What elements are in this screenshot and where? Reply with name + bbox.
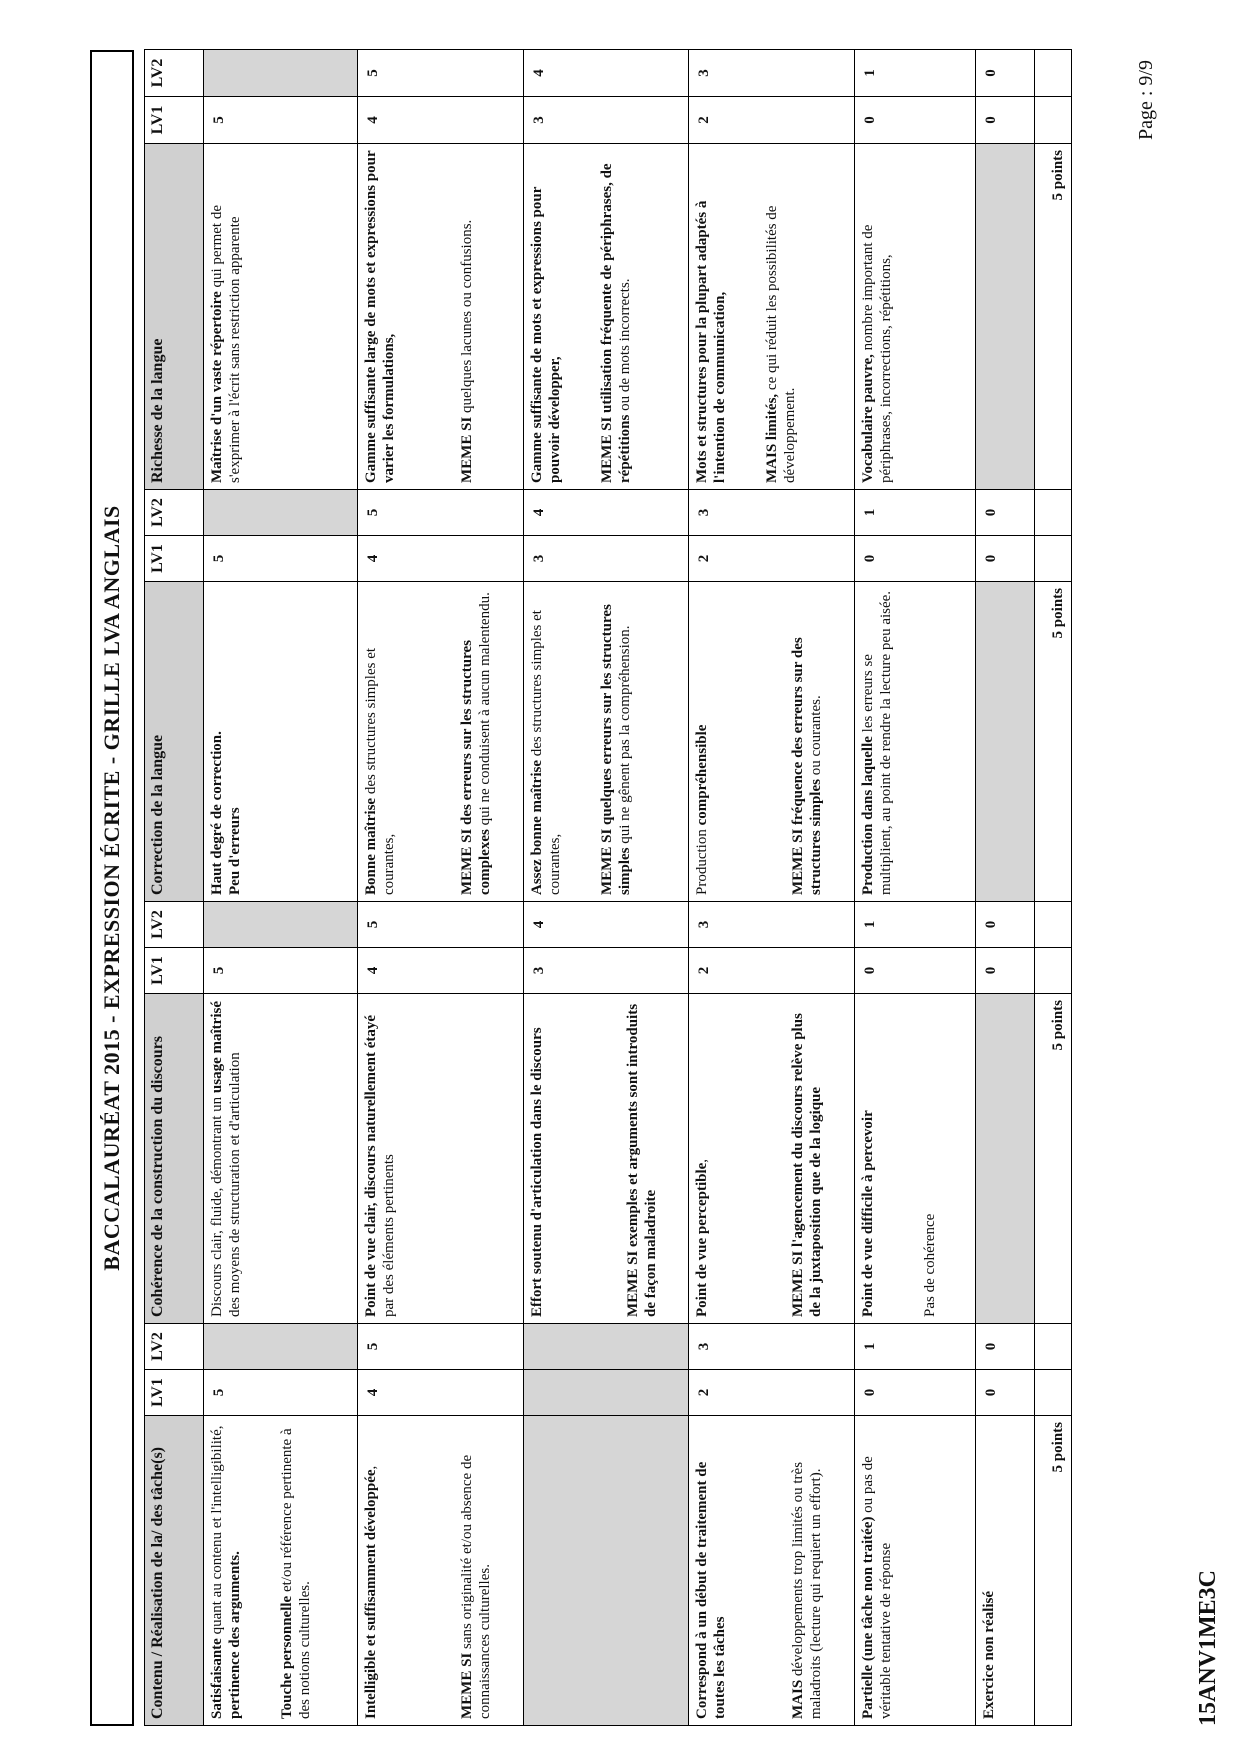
score-lv2: 4 — [523, 490, 689, 536]
table-row — [523, 50, 689, 1726]
score-lv2: 5 — [357, 50, 523, 97]
score-lv1: 3 — [523, 536, 689, 582]
score-lv2: 4 — [523, 902, 689, 948]
score-lv2: 0 — [975, 1324, 1034, 1370]
score-lv1: 3 — [523, 97, 689, 144]
score-lv1: 0 — [975, 536, 1034, 582]
cell-text: Haut degré de correction. — [209, 731, 226, 895]
score-lv1: 5 — [204, 1370, 357, 1416]
points-total: 5 points — [1035, 994, 1072, 1324]
cell-text: MAIS limités, — [764, 393, 781, 483]
richesse-cell — [689, 144, 855, 490]
coherence-cell-empty — [975, 994, 1034, 1324]
cell-text: par des éléments pertinents — [380, 1154, 397, 1317]
score-lv1: 4 — [357, 1370, 523, 1416]
score-lv2: 1 — [855, 490, 976, 536]
contenu-cell — [855, 1416, 976, 1726]
cell-text: Correspond à un début de traitement de toutes les tâches — [694, 1461, 729, 1719]
cell-text: MEME SI quelques erreurs sur les structures simples — [598, 604, 633, 895]
score-lv1: 2 — [689, 97, 855, 144]
score-lv2: 5 — [357, 490, 523, 536]
correction-cell-empty — [975, 582, 1034, 902]
correction-cell — [357, 582, 523, 902]
score-lv1: 4 — [357, 948, 523, 994]
empty-cell — [1035, 948, 1072, 994]
header-correction: Correction de la langue — [145, 582, 204, 902]
correction-cell — [204, 582, 357, 902]
page-title: BACCALAURÉAT 2015 - EXPRESSION ÉCRITE - GRILLE LVA ANGLAIS — [90, 50, 134, 1726]
cell-text: Satisfaisante — [209, 1638, 226, 1719]
cell-text: pertinence des arguments. — [227, 1551, 244, 1719]
header-lv2: LV2 — [145, 1324, 204, 1370]
score-lv2: 0 — [975, 50, 1034, 97]
table-row — [357, 50, 523, 1726]
score-lv2: 0 — [975, 490, 1034, 536]
empty-cell — [1035, 1324, 1072, 1370]
header-row — [145, 50, 204, 1726]
cell-text: des structures simples et courantes, — [362, 647, 397, 895]
header-richesse: Richesse de la langue — [145, 144, 204, 490]
header-lv2: LV2 — [145, 902, 204, 948]
cell-text: Point de vue perceptible — [694, 1162, 711, 1317]
score-lv1: 0 — [975, 97, 1034, 144]
header-coherence: Cohérence de la construction du discours — [145, 994, 204, 1324]
cell-text: nombre important de périphrases, incorrections, répétitions, — [860, 224, 895, 483]
cell-text: MEME SI des erreurs sur les structures complexes — [458, 640, 493, 895]
cell-text: Intelligible et suffisamment développée — [362, 1469, 379, 1719]
cell-text: Touche personnelle — [279, 1595, 296, 1719]
score-lv2 — [204, 490, 357, 536]
cell-text: ou pas de véritable tentative de réponse — [860, 1456, 895, 1719]
score-lv1: 5 — [204, 97, 357, 144]
empty-cell — [1035, 50, 1072, 97]
cell-text: et/ou référence pertinente à des notions culturelles. — [279, 1428, 314, 1719]
cell-text: , — [362, 1465, 379, 1470]
score-lv2 — [523, 1324, 689, 1370]
cell-text: MAIS — [790, 1679, 807, 1719]
cell-text: quant au contenu et l'intelligibilité, — [209, 1425, 226, 1639]
correction-cell — [523, 582, 689, 902]
score-lv1: 0 — [855, 948, 976, 994]
cell-text: MEME SI l'agencement du discours relève plus de la juxtaposition que de la logique — [790, 1013, 825, 1317]
score-lv2: 3 — [689, 490, 855, 536]
cell-text: quelques lacunes ou confusions. — [458, 219, 475, 417]
cell-text: Effort soutenu d'articulation dans le discours — [528, 1027, 545, 1317]
totals-row — [1035, 50, 1072, 1726]
score-lv2: 3 — [689, 1324, 855, 1370]
richesse-cell-empty — [975, 144, 1034, 490]
richesse-cell — [357, 144, 523, 490]
cell-text: ou de mots incorrects. — [616, 278, 633, 415]
score-lv2: 1 — [855, 50, 976, 97]
cell-text: Maîtrise d'un vaste répertoire — [209, 291, 226, 483]
coherence-cell — [523, 994, 689, 1324]
contenu-cell — [689, 1416, 855, 1726]
empty-cell — [1035, 490, 1072, 536]
contenu-cell — [975, 1416, 1034, 1726]
coherence-cell — [689, 994, 855, 1324]
correction-cell — [855, 582, 976, 902]
cell-text: MEME SI exemples et arguments sont introduits de façon maladroite — [624, 1003, 659, 1317]
richesse-cell — [855, 144, 976, 490]
score-lv1: 0 — [975, 948, 1034, 994]
document-code: 15ANV1ME3C — [1195, 1570, 1221, 1726]
score-lv2: 3 — [689, 50, 855, 97]
points-total: 5 points — [1035, 144, 1072, 490]
richesse-cell — [204, 144, 357, 490]
contenu-cell — [357, 1416, 523, 1726]
richesse-cell — [523, 144, 689, 490]
cell-text: qui permet de s'exprimer à l'écrit sans restriction apparente — [209, 205, 244, 483]
score-lv1: 4 — [357, 536, 523, 582]
cell-text: Production — [694, 825, 711, 895]
header-lv1: LV1 — [145, 948, 204, 994]
cell-text: compréhensible — [694, 724, 711, 826]
score-lv2 — [204, 1324, 357, 1370]
cell-text: , — [694, 1158, 711, 1163]
cell-text: usage maîtrisé — [209, 1000, 226, 1094]
cell-text: Discours clair, fluide, démontrant un — [209, 1093, 226, 1317]
score-lv2: 0 — [975, 902, 1034, 948]
score-lv1: 0 — [855, 536, 976, 582]
cell-text: Point de vue clair, discours naturellement étayé — [362, 1014, 379, 1317]
header-lv2: LV2 — [145, 50, 204, 97]
header-lv1: LV1 — [145, 1370, 204, 1416]
cell-text: ce qui réduit les possibilités de développement. — [764, 205, 799, 483]
cell-text: Vocabulaire pauvre, — [860, 354, 877, 483]
grading-grid — [144, 49, 1072, 1726]
page-number: Page : 9/9 — [1135, 60, 1157, 140]
cell-text: Peu d'erreurs — [227, 807, 244, 895]
cell-text: Assez bonne maîtrise — [528, 760, 545, 895]
header-lv2: LV2 — [145, 490, 204, 536]
table-row — [855, 50, 976, 1726]
cell-text: Gamme suffisante large de mots et expressions pour varier les formulations, — [362, 150, 397, 483]
table-row — [689, 50, 855, 1726]
points-total: 5 points — [1035, 1416, 1072, 1726]
empty-cell — [1035, 536, 1072, 582]
cell-text: les erreurs se multiplient, au point de rendre la lecture peu aisée. — [860, 590, 895, 895]
cell-text: développements trop limités ou très maladroits (lecture qui requiert un effort). — [790, 1461, 825, 1719]
score-lv1 — [523, 1370, 689, 1416]
table-row — [204, 50, 357, 1726]
empty-cell — [1035, 1370, 1072, 1416]
empty-cell — [1035, 902, 1072, 948]
score-lv1: 0 — [855, 1370, 976, 1416]
coherence-cell — [357, 994, 523, 1324]
cell-text: qui ne gênent pas la compréhension. — [616, 625, 633, 848]
score-lv1: 2 — [689, 1370, 855, 1416]
table-row — [975, 50, 1034, 1726]
score-lv1: 5 — [204, 536, 357, 582]
contenu-cell-empty — [523, 1416, 689, 1726]
cell-text: des structures simples et courantes, — [528, 610, 563, 895]
cell-text: Bonne maîtrise — [362, 797, 379, 895]
score-lv2: 5 — [357, 1324, 523, 1370]
cell-text: sans originalité et/ou absence de connaissances culturelles. — [458, 1454, 493, 1719]
score-lv2: 5 — [357, 902, 523, 948]
header-lv1: LV1 — [145, 536, 204, 582]
cell-text: Mots et structures pour la plupart adaptés à l'intention de communication, — [694, 200, 729, 483]
score-lv1: 2 — [689, 948, 855, 994]
score-lv1: 3 — [523, 948, 689, 994]
cell-text: MEME SI fréquence des erreurs sur des structures simples — [790, 637, 825, 895]
score-lv1: 0 — [975, 1370, 1034, 1416]
empty-cell — [1035, 97, 1072, 144]
coherence-cell — [855, 994, 976, 1324]
coherence-cell — [204, 994, 357, 1324]
score-lv1: 2 — [689, 536, 855, 582]
points-total: 5 points — [1035, 582, 1072, 902]
cell-text: Gamme suffisante de mots et expressions pour pouvoir développer, — [528, 186, 563, 483]
score-lv2 — [204, 50, 357, 97]
score-lv2: 1 — [855, 1324, 976, 1370]
score-lv2: 1 — [855, 902, 976, 948]
cell-text: Exercice non réalisé — [980, 1590, 997, 1719]
cell-text: qui ne conduisent à aucun malentendu. — [476, 592, 493, 830]
cell-text: MEME SI — [458, 416, 475, 483]
cell-text: Point de vue difficile à percevoir — [860, 1110, 877, 1317]
cell-text: Partielle (une tâche non traitée) — [860, 1516, 877, 1719]
cell-text: MEME SI utilisation fréquente de périphrases, de répétitions — [598, 163, 633, 483]
contenu-cell — [204, 1416, 357, 1726]
cell-text: ou courantes. — [808, 695, 825, 780]
cell-text: des moyens de structuration et d'articulation — [227, 1052, 244, 1317]
cell-text: Production dans laquelle — [860, 736, 877, 895]
header-lv1: LV1 — [145, 97, 204, 144]
score-lv2: 4 — [523, 50, 689, 97]
score-lv1: 0 — [855, 97, 976, 144]
correction-cell — [689, 582, 855, 902]
score-lv1: 5 — [204, 948, 357, 994]
score-lv2: 3 — [689, 902, 855, 948]
cell-text: Pas de cohérence — [922, 1213, 939, 1317]
score-lv1: 4 — [357, 97, 523, 144]
score-lv2 — [204, 902, 357, 948]
header-contenu: Contenu / Réalisation de la/ des tâche(s) — [145, 1416, 204, 1726]
cell-text: MEME SI — [458, 1652, 475, 1719]
